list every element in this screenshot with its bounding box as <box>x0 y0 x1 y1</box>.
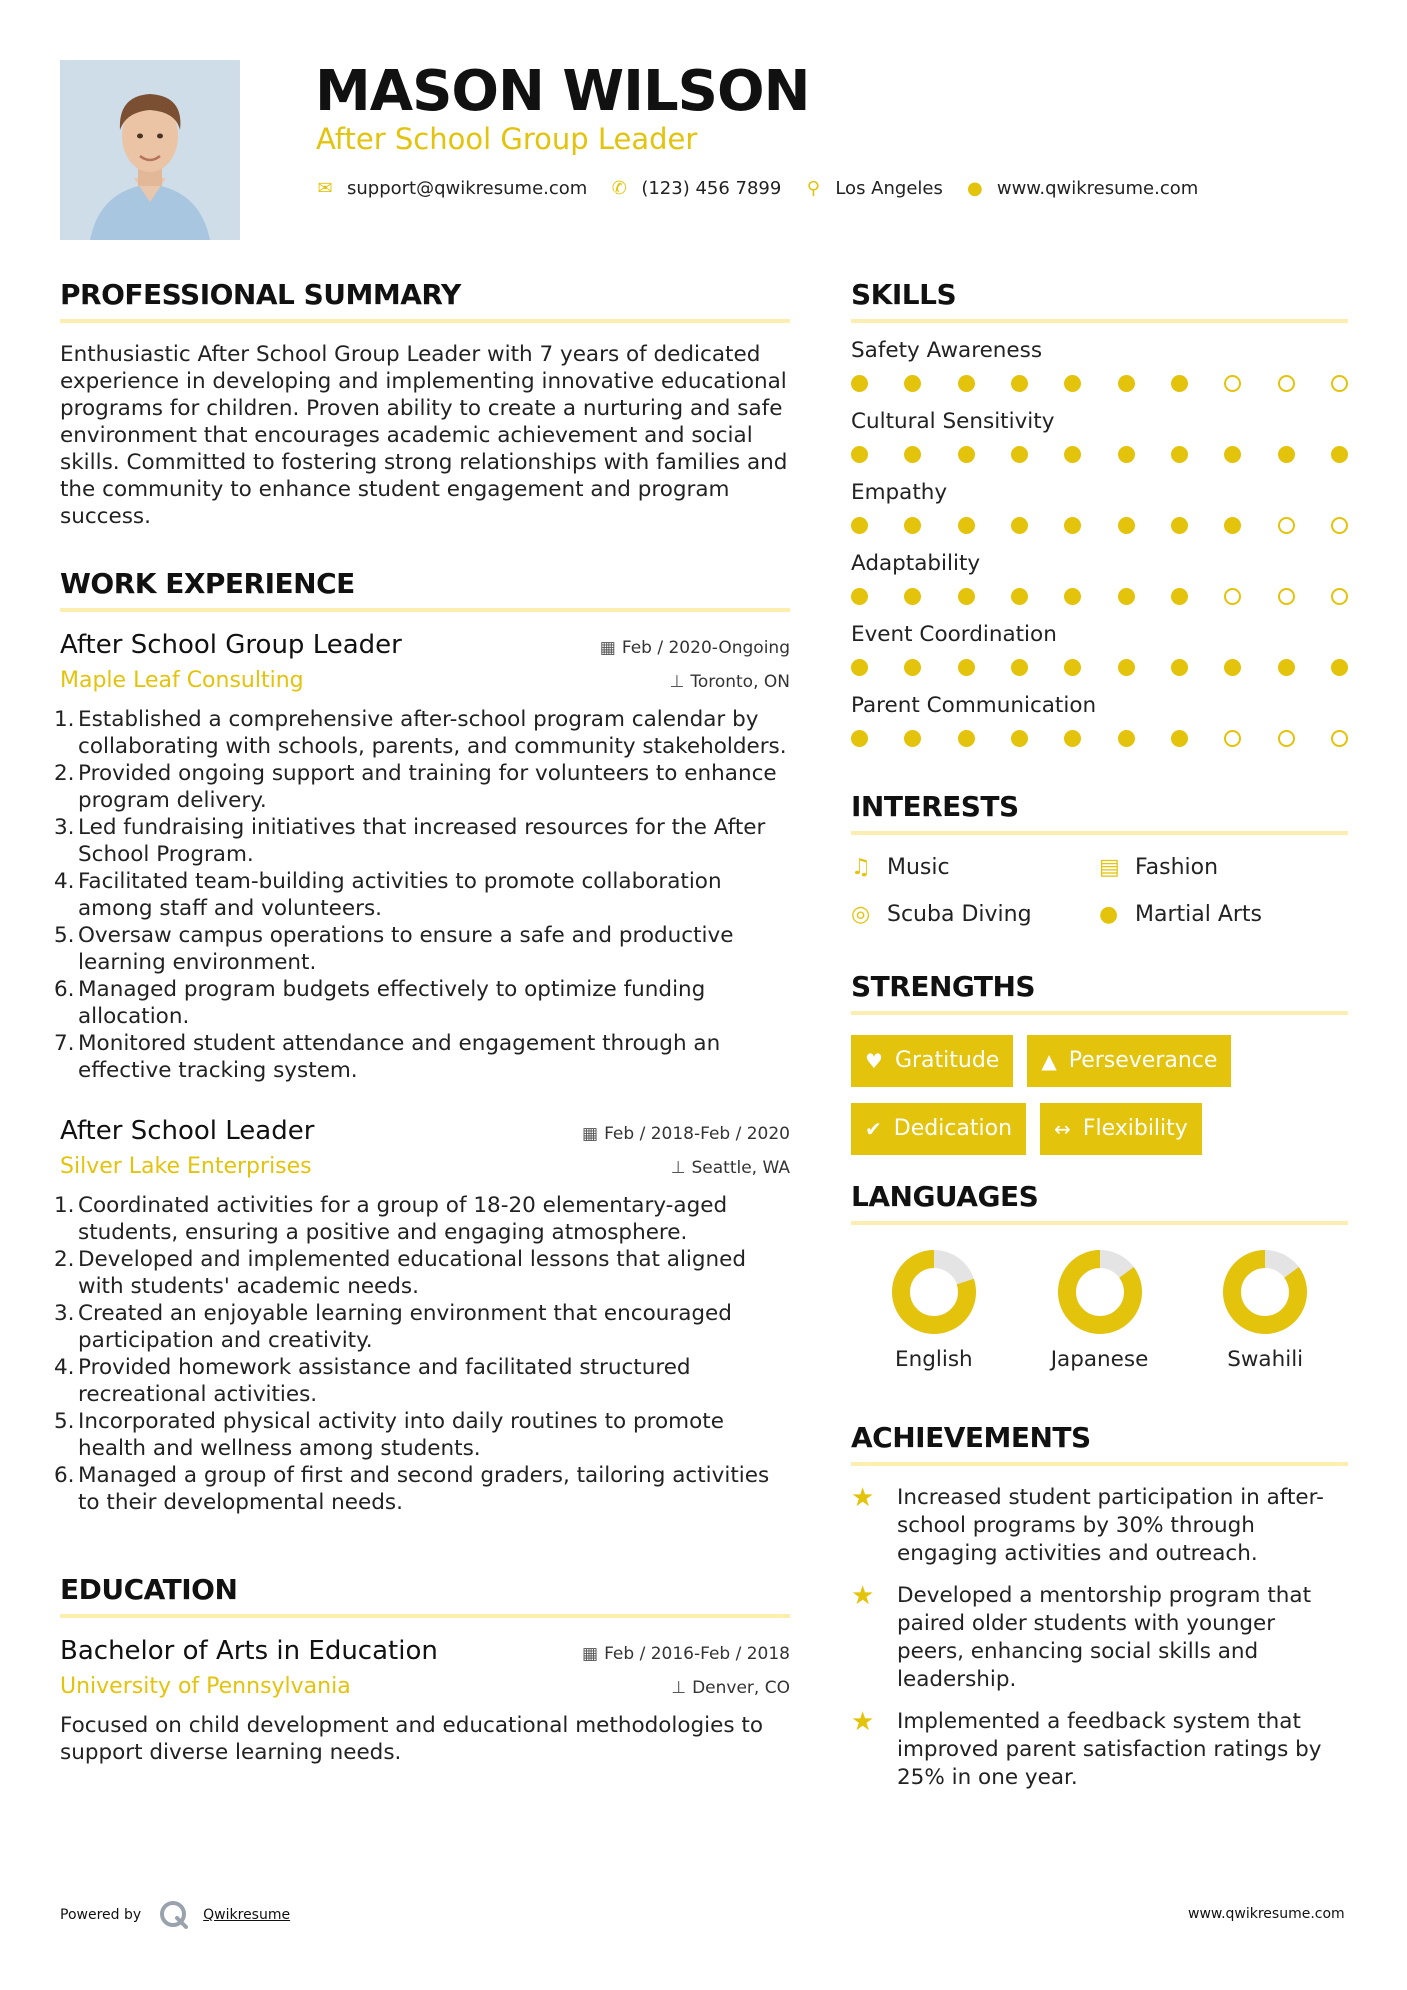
list-item: 1. Established a comprehensive after-school program calendar by collaborating with schools, parents, and community stakeholders. <box>54 707 787 759</box>
job-location: Toronto, ON <box>690 672 790 692</box>
calendar-icon: ▦ <box>582 1644 599 1664</box>
skill-item <box>851 692 1348 747</box>
interest-item: ♫ Music <box>851 855 950 880</box>
rating-dot-filled <box>904 659 921 676</box>
interest-item: ● Martial Arts <box>1099 902 1263 927</box>
rating-dot-empty <box>1331 375 1348 392</box>
rating-dot-empty <box>1278 517 1295 534</box>
calendar-icon: ▦ <box>582 1124 599 1144</box>
rating-dot-filled <box>1331 659 1348 676</box>
section-title-interests: INTERESTS <box>851 790 1019 823</box>
star-icon: ★ <box>851 1483 875 1513</box>
rating-dot-filled <box>1064 588 1081 605</box>
contact-email[interactable]: support@qwikresume.com <box>347 178 588 199</box>
rating-dot-filled <box>904 730 921 747</box>
heart-icon: ♥ <box>865 1049 883 1073</box>
job-entry <box>54 1114 790 1516</box>
section-title-languages: LANGUAGES <box>851 1180 1039 1213</box>
rating-dot-filled <box>1171 375 1188 392</box>
strength-tag: ↔ Flexibility <box>1040 1103 1202 1155</box>
candidate-name: MASON WILSON <box>315 59 810 124</box>
skill-name: Safety Awareness <box>851 338 1043 363</box>
section-title-work: WORK EXPERIENCE <box>60 567 355 600</box>
school-name: University of Pennsylvania <box>60 1674 351 1699</box>
job-location: Seattle, WA <box>691 1158 790 1178</box>
skill-rating <box>851 446 1348 463</box>
rating-dot-empty <box>1224 375 1241 392</box>
rating-dot-filled <box>1224 446 1241 463</box>
pushpin-icon: ⊥ <box>671 1678 687 1698</box>
skill-item <box>851 408 1348 463</box>
section-title-summary: PROFESSIONAL SUMMARY <box>60 278 461 311</box>
rating-dot-filled <box>1118 446 1135 463</box>
pushpin-icon: ⊥ <box>669 672 685 692</box>
list-item: 2. Developed and implemented educational lessons that aligned with students' academic needs. <box>54 1247 747 1299</box>
footer-website[interactable]: www.qwikresume.com <box>1188 1906 1345 1922</box>
section-title-skills: SKILLS <box>851 278 957 311</box>
strength-tag: ✔ Dedication <box>851 1103 1026 1155</box>
qwikresume-logo-icon <box>157 1898 191 1932</box>
skill-item <box>851 337 1348 392</box>
job-date: Feb / 2020-Ongoing <box>621 638 790 658</box>
rating-dot-filled <box>1118 730 1135 747</box>
powered-by-label: Powered by <box>60 1907 142 1923</box>
language-item <box>851 1247 1017 1372</box>
rating-dot-filled <box>851 375 868 392</box>
footer-powered-by <box>60 1898 290 1932</box>
rating-dot-filled <box>1171 446 1188 463</box>
list-item: 7. Monitored student attendance and engagement through an effective tracking system. <box>54 1031 721 1083</box>
rating-dot-filled <box>1118 517 1135 534</box>
education-date: Feb / 2016-Feb / 2018 <box>604 1644 790 1664</box>
job-duties <box>54 1192 790 1516</box>
achievements-list <box>851 1484 1348 1792</box>
rating-dot-filled <box>1064 446 1081 463</box>
rating-dot-empty <box>1278 730 1295 747</box>
list-item: 4. Facilitated team-building activities to promote collaboration among staff and volunteers. <box>54 869 722 921</box>
rating-dot-filled <box>1171 517 1188 534</box>
achievement-item: ★ Increased student participation in after-school programs by 30% through engaging activities and outreach. <box>851 1483 1324 1566</box>
job-entry <box>54 628 790 1084</box>
strengths-section <box>851 967 1348 1155</box>
section-title-achievements: ACHIEVEMENTS <box>851 1421 1091 1454</box>
list-item: 6. Managed program budgets effectively to optimize funding allocation. <box>54 977 706 1029</box>
rating-dot-filled <box>1064 517 1081 534</box>
shopping-bag-icon: ▤ <box>1099 855 1120 880</box>
skills-list <box>851 337 1348 747</box>
job-company: Silver Lake Enterprises <box>60 1154 312 1179</box>
interests-section <box>851 787 1348 927</box>
globe-icon: ● <box>1099 902 1119 927</box>
rating-dot-filled <box>958 659 975 676</box>
rating-dot-filled <box>1278 659 1295 676</box>
contact-website[interactable]: www.qwikresume.com <box>996 178 1199 199</box>
skill-rating <box>851 659 1348 676</box>
language-name: Japanese <box>1050 1347 1149 1372</box>
list-item: 3. Led fundraising initiatives that increased resources for the After School Program. <box>54 815 766 867</box>
section-divider <box>851 831 1348 835</box>
skill-rating <box>851 375 1348 392</box>
rating-dot-filled <box>958 517 975 534</box>
skill-item <box>851 550 1348 605</box>
job-title: After School Group Leader <box>60 630 402 660</box>
rating-dot-empty <box>1331 730 1348 747</box>
interest-item: ◎ Scuba Diving <box>851 902 1032 927</box>
left-column <box>54 275 790 1766</box>
globe-icon: ● <box>966 178 983 199</box>
arrows-horizontal-icon: ↔ <box>1054 1117 1071 1141</box>
rating-dot-filled <box>904 588 921 605</box>
skill-name: Empathy <box>851 480 948 505</box>
degree-title: Bachelor of Arts in Education <box>60 1636 438 1666</box>
language-item <box>1017 1247 1183 1372</box>
contact-bar <box>315 178 1220 199</box>
rating-dot-filled <box>851 659 868 676</box>
rating-dot-filled <box>958 446 975 463</box>
rating-dot-filled <box>851 588 868 605</box>
pushpin-icon: ⊥ <box>670 1158 686 1178</box>
language-name: Swahili <box>1227 1347 1304 1372</box>
achievement-item: ★ Implemented a feedback system that improved parent satisfaction ratings by 25% in one year. <box>851 1707 1322 1790</box>
rating-dot-filled <box>1011 375 1028 392</box>
languages-list <box>851 1247 1348 1372</box>
section-divider <box>60 319 790 323</box>
summary-section <box>60 275 790 530</box>
right-column <box>851 275 1348 1806</box>
section-divider <box>60 1614 790 1618</box>
rating-dot-empty <box>1224 588 1241 605</box>
interest-item: ▤ Fashion <box>1099 855 1219 880</box>
rating-dot-filled <box>904 375 921 392</box>
calendar-icon: ▦ <box>599 638 616 658</box>
mountain-icon: ▲ <box>1041 1049 1057 1073</box>
contact-location: Los Angeles <box>835 178 943 199</box>
qwikresume-link[interactable]: Qwikresume <box>203 1907 291 1923</box>
skill-name: Parent Communication <box>851 693 1097 718</box>
skill-name: Cultural Sensitivity <box>851 409 1055 434</box>
rating-dot-filled <box>1331 446 1348 463</box>
star-icon: ★ <box>851 1581 875 1611</box>
skills-section <box>851 275 1348 747</box>
education-entry <box>60 1634 790 1766</box>
rating-dot-filled <box>958 588 975 605</box>
achievements-section <box>851 1418 1348 1792</box>
list-item: 6. Managed a group of first and second graders, tailoring activities to their developmental needs. <box>54 1463 770 1515</box>
rating-dot-filled <box>904 446 921 463</box>
rating-dot-empty <box>1331 517 1348 534</box>
rating-dot-filled <box>1118 588 1135 605</box>
skill-name: Adaptability <box>851 551 981 576</box>
rating-dot-empty <box>1278 588 1295 605</box>
achievement-item: ★ Developed a mentorship program that paired older students with younger peers, enhancing social skills and leadership. <box>851 1581 1312 1692</box>
rating-dot-filled <box>1011 730 1028 747</box>
section-divider <box>60 608 790 612</box>
education-location: Denver, CO <box>692 1678 790 1698</box>
rating-dot-filled <box>958 375 975 392</box>
rating-dot-empty <box>1331 588 1348 605</box>
skill-rating <box>851 730 1348 747</box>
rating-dot-filled <box>1011 517 1028 534</box>
rating-dot-filled <box>1011 446 1028 463</box>
rating-dot-filled <box>904 517 921 534</box>
language-donut <box>1055 1247 1145 1337</box>
section-divider <box>851 1462 1348 1466</box>
rating-dot-filled <box>1118 659 1135 676</box>
rating-dot-filled <box>1064 375 1081 392</box>
job-company: Maple Leaf Consulting <box>60 668 304 693</box>
rating-dot-filled <box>851 517 868 534</box>
person-portrait-icon <box>60 60 240 240</box>
rating-dot-filled <box>851 730 868 747</box>
rating-dot-filled <box>1224 659 1241 676</box>
phone-icon: ✆ <box>611 178 627 199</box>
rating-dot-filled <box>851 446 868 463</box>
job-date: Feb / 2018-Feb / 2020 <box>604 1124 790 1144</box>
section-title-strengths: STRENGTHS <box>851 970 1036 1003</box>
language-item <box>1182 1247 1348 1372</box>
interests-grid <box>851 855 1348 927</box>
language-donut <box>889 1247 979 1337</box>
map-pin-icon: ⚲ <box>806 178 820 199</box>
list-item: 5. Incorporated physical activity into daily routines to promote health and wellness among students. <box>54 1409 724 1461</box>
list-item: 4. Provided homework assistance and facilitated structured recreational activities. <box>54 1355 691 1407</box>
section-title-education: EDUCATION <box>60 1573 238 1606</box>
section-divider <box>851 1221 1348 1225</box>
strengths-tags <box>851 1035 1348 1155</box>
rating-dot-filled <box>1118 375 1135 392</box>
rating-dot-filled <box>1171 730 1188 747</box>
language-donut <box>1220 1247 1310 1337</box>
skill-rating <box>851 588 1348 605</box>
list-item: 1. Coordinated activities for a group of 18-20 elementary-aged students, ensuring a positive and engaging atmosphere. <box>54 1193 728 1245</box>
job-duties <box>54 706 790 1084</box>
check-circle-icon: ✔ <box>865 1117 882 1141</box>
summary-text: Enthusiastic After School Group Leader with 7 years of dedicated experience in developing and implementing innovative educational programs for children. Proven ability to create a nurturing and safe environment that encourages academic achievement and social skills. Committed to fostering strong relationships with families and the community to enhance student engagement and program success. <box>60 342 788 529</box>
envelope-icon: ✉ <box>317 178 333 199</box>
candidate-title: After School Group Leader <box>316 122 698 156</box>
music-note-icon: ♫ <box>851 855 871 880</box>
rating-dot-filled <box>1011 659 1028 676</box>
rating-dot-filled <box>1171 588 1188 605</box>
rating-dot-filled <box>1224 517 1241 534</box>
profile-photo <box>60 60 240 240</box>
rating-dot-empty <box>1224 730 1241 747</box>
strength-tag: ▲ Perseverance <box>1027 1035 1231 1087</box>
skill-item <box>851 621 1348 676</box>
rating-dot-filled <box>958 730 975 747</box>
language-name: English <box>895 1347 973 1372</box>
work-section <box>54 564 790 1516</box>
education-description: Focused on child development and educational methodologies to support diverse learning needs. <box>60 1713 763 1765</box>
skill-name: Event Coordination <box>851 622 1057 647</box>
job-title: After School Leader <box>60 1116 315 1146</box>
contact-phone[interactable]: (123) 456 7899 <box>641 178 782 199</box>
list-item: 2. Provided ongoing support and training for volunteers to enhance program delivery. <box>54 761 777 813</box>
life-ring-icon: ◎ <box>851 902 871 927</box>
languages-section <box>851 1177 1348 1372</box>
list-item: 3. Created an enjoyable learning environment that encouraged participation and creativity. <box>54 1301 732 1353</box>
rating-dot-filled <box>1278 446 1295 463</box>
rating-dot-filled <box>1064 659 1081 676</box>
section-divider <box>851 319 1348 323</box>
list-item: 5. Oversaw campus operations to ensure a safe and productive learning environment. <box>54 923 734 975</box>
skill-rating <box>851 517 1348 534</box>
rating-dot-filled <box>1171 659 1188 676</box>
strength-tag: ♥ Gratitude <box>851 1035 1013 1087</box>
section-divider <box>851 1011 1348 1015</box>
rating-dot-filled <box>1064 730 1081 747</box>
rating-dot-filled <box>1011 588 1028 605</box>
rating-dot-empty <box>1278 375 1295 392</box>
star-icon: ★ <box>851 1707 875 1737</box>
skill-item <box>851 479 1348 534</box>
education-section <box>60 1570 790 1766</box>
